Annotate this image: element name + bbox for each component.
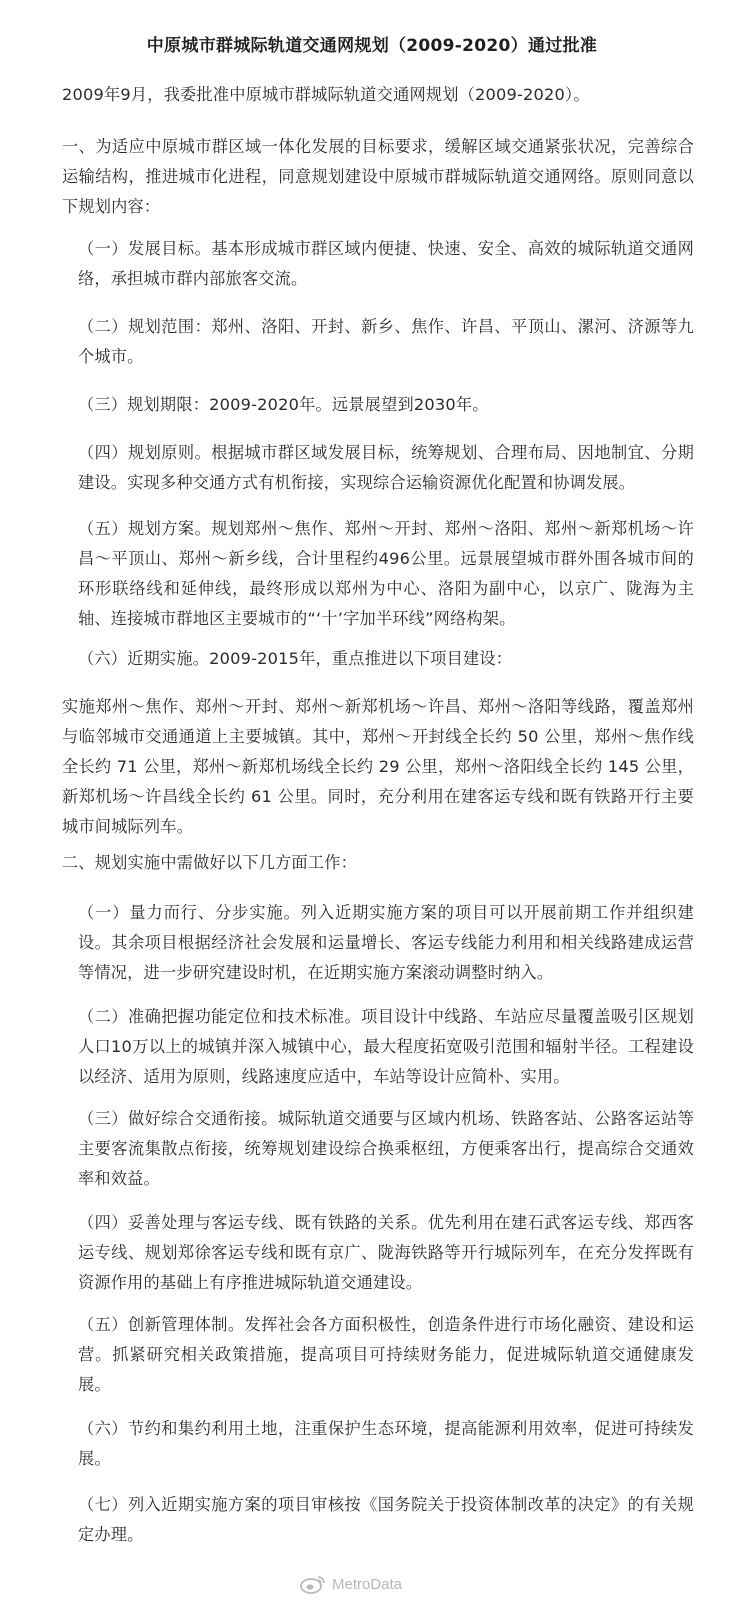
paragraph-near-term-projects: 实施郑州～焦作、郑州～开封、郑州～新郑机场～许昌、郑州～洛阳等线路，覆盖郑州与临邻城市交通通道上主要城镇。其中，郑州～开封线全长约 50 公里，郑州～焦作线全长约 71 公里，郑州～新郑机场线全长约 29 公里，郑州～洛阳线全长约 145 公里，新郑机场～许昌线全长约 61 公里。同时，充分利用在建客运专线和既有铁路开行主要城市间城际列车。 — [62, 697, 694, 836]
paragraph-intro: 2009年9月，我委批准中原城市群城际轨道交通网规划（2009-2020）。 — [62, 85, 590, 104]
page-title: 中原城市群城际轨道交通网规划（2009-2020）通过批准 — [146, 36, 598, 56]
paragraph-item-1-6: （六）近期实施。2009-2015年，重点推进以下项目建设： — [78, 649, 513, 668]
weibo-icon — [300, 1574, 326, 1594]
paragraph-item-2-6: （六）节约和集约利用土地，注重保护生态环境，提高能源利用效率，促进可持续发展。 — [78, 1419, 694, 1468]
watermark-text: MetroData — [332, 1575, 403, 1593]
paragraph-item-1-3: （三）规划期限：2009-2020年。远景展望到2030年。 — [78, 395, 489, 414]
paragraph-item-2-7: （七）列入近期实施方案的项目审核按《国务院关于投资体制改革的决定》的有关规定办理。 — [78, 1495, 694, 1544]
paragraph-item-1-1: （一）发展目标。基本形成城市群区域内便捷、快速、安全、高效的城际轨道交通网络，承担城市群内部旅客交流。 — [78, 239, 694, 288]
paragraph-item-2-1: （一）量力而行、分步实施。列入近期实施方案的项目可以开展前期工作并组织建设。其余项目根据经济社会发展和运量增长、客运专线能力利用和相关线路建成运营等情况，进一步研究建设时机，在近期实施方案滚动调整时纳入。 — [78, 903, 694, 982]
paragraph-section-two: 二、规划实施中需做好以下几方面工作： — [62, 853, 357, 872]
paragraph-item-1-4: （四）规划原则。根据城市群区域发展目标，统筹规划、合理布局、因地制宜、分期建设。实现多种交通方式有机衔接，实现综合运输资源优化配置和协调发展。 — [78, 443, 694, 492]
watermark — [300, 1572, 402, 1596]
paragraph-item-1-5: （五）规划方案。规划郑州～焦作、郑州～开封、郑州～洛阳、郑州～新郑机场～许昌～平顶山、郑州～新乡线，合计里程约496公里。远景展望城市群外围各城市间的环形联络线和延伸线，最终形成以郑州为中心、洛阳为副中心，以京广、陇海为主轴、连接城市群地区主要城市的“‘十’字加半环线”网络构架。 — [78, 519, 694, 628]
paragraph-item-1-2: （二）规划范围：郑州、洛阳、开封、新乡、焦作、许昌、平顶山、漯河、济源等九个城市。 — [78, 317, 694, 366]
paragraph-item-2-5: （五）创新管理体制。发挥社会各方面积极性，创造条件进行市场化融资、建设和运营。抓紧研究相关政策措施，提高项目可持续财务能力，促进城际轨道交通健康发展。 — [78, 1315, 694, 1394]
paragraph-item-2-3: （三）做好综合交通衔接。城际轨道交通要与区域内机场、铁路客站、公路客运站等主要客流集散点衔接，统筹规划建设综合换乘枢纽，方便乘客出行，提高综合交通效率和效益。 — [78, 1109, 694, 1188]
paragraph-section-one: 一、为适应中原城市群区域一体化发展的目标要求，缓解区域交通紧张状况，完善综合运输结构，推进城市化进程，同意规划建设中原城市群城际轨道交通网络。原则同意以下规划内容： — [62, 137, 694, 216]
paragraph-item-2-4: （四）妥善处理与客运专线、既有铁路的关系。优先利用在建石武客运专线、郑西客运专线、规划郑徐客运专线和既有京广、陇海铁路等开行城际列车，在充分发挥既有资源作用的基础上有序推进城际轨道交通建设。 — [78, 1213, 694, 1292]
paragraph-item-2-2: （二）准确把握功能定位和技术标准。项目设计中线路、车站应尽量覆盖吸引区规划人口10万以上的城镇并深入城镇中心，最大程度拓宽吸引范围和辐射半径。工程建设以经济、适用为原则，线路速度应适中，车站等设计应简朴、实用。 — [78, 1007, 694, 1086]
